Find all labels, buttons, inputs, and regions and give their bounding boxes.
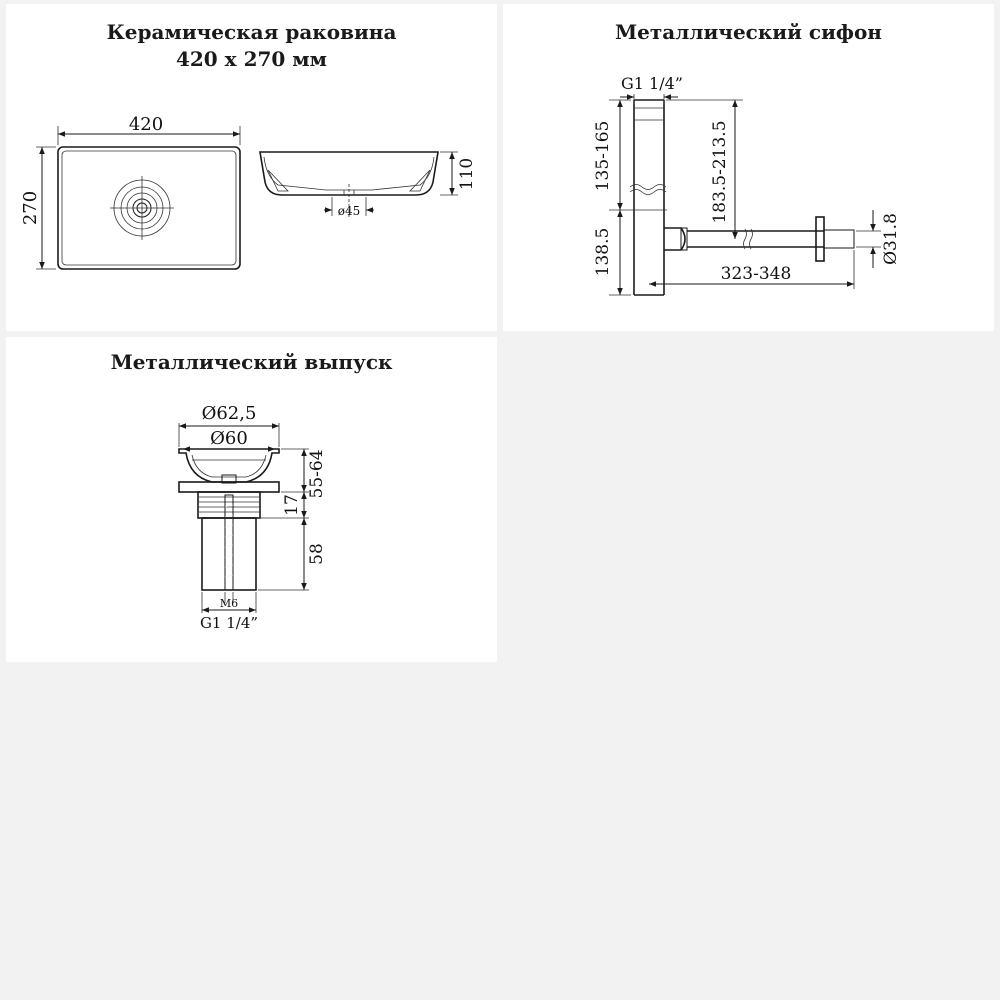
drain-outer-label: Ø62,5: [201, 403, 257, 424]
drain-body: [179, 449, 279, 590]
sink-top-view: [58, 147, 240, 269]
drain-inner-dimension: [183, 428, 275, 449]
siphon-bottom-label: 138.5: [593, 227, 613, 277]
drain-bolt-label: M6: [219, 597, 239, 610]
siphon-outlet-length-label: 323-348: [720, 264, 792, 284]
siphon-outlet-diameter-label: Ø31.8: [881, 213, 901, 265]
sink-width-dimension: [58, 114, 240, 145]
drain-inner-label: Ø60: [210, 428, 248, 449]
drain-title: Металлический выпуск: [110, 350, 393, 374]
sink-panel: [6, 4, 497, 331]
drain-hole-icon: [110, 176, 174, 240]
drain-top-label: 17: [282, 494, 302, 516]
drain-right-dimensions: [258, 449, 327, 590]
sink-depth-label: 270: [20, 190, 41, 226]
siphon-drawing: [503, 4, 994, 331]
drain-total-label: 55-64: [307, 449, 327, 499]
siphon-vertical-pipe: [630, 100, 667, 295]
sink-drain-label: ø45: [337, 204, 361, 218]
siphon-panel: [503, 4, 994, 331]
siphon-title: Металлический сифон: [615, 20, 882, 44]
sink-height-dimension: [440, 152, 477, 195]
drain-thread-label: G1 1/4”: [199, 614, 259, 632]
siphon-outlet-height-label: 183.5-213.5: [710, 120, 730, 224]
sink-depth-dimension: [20, 147, 56, 269]
sink-title: Керамическая раковина: [106, 20, 397, 44]
siphon-left-dimensions: [593, 100, 631, 295]
siphon-thread-label: G1 1/4”: [621, 74, 683, 93]
sink-drawing: [6, 4, 497, 331]
drain-bottom-dimensions: [200, 592, 258, 632]
siphon-horizontal-pipe: [664, 217, 854, 261]
siphon-top-range-label: 135-165: [593, 120, 613, 192]
siphon-outlet-height-dimension: [666, 100, 743, 239]
drain-drawing: [6, 337, 497, 662]
sink-width-label: 420: [128, 114, 164, 135]
siphon-outlet-diameter-dimension: [856, 210, 901, 268]
drain-bottom-label: 58: [307, 543, 327, 565]
drain-panel: [6, 337, 497, 662]
sink-height-label: 110: [457, 157, 477, 191]
sink-subtitle: 420 x 270 мм: [175, 47, 328, 71]
